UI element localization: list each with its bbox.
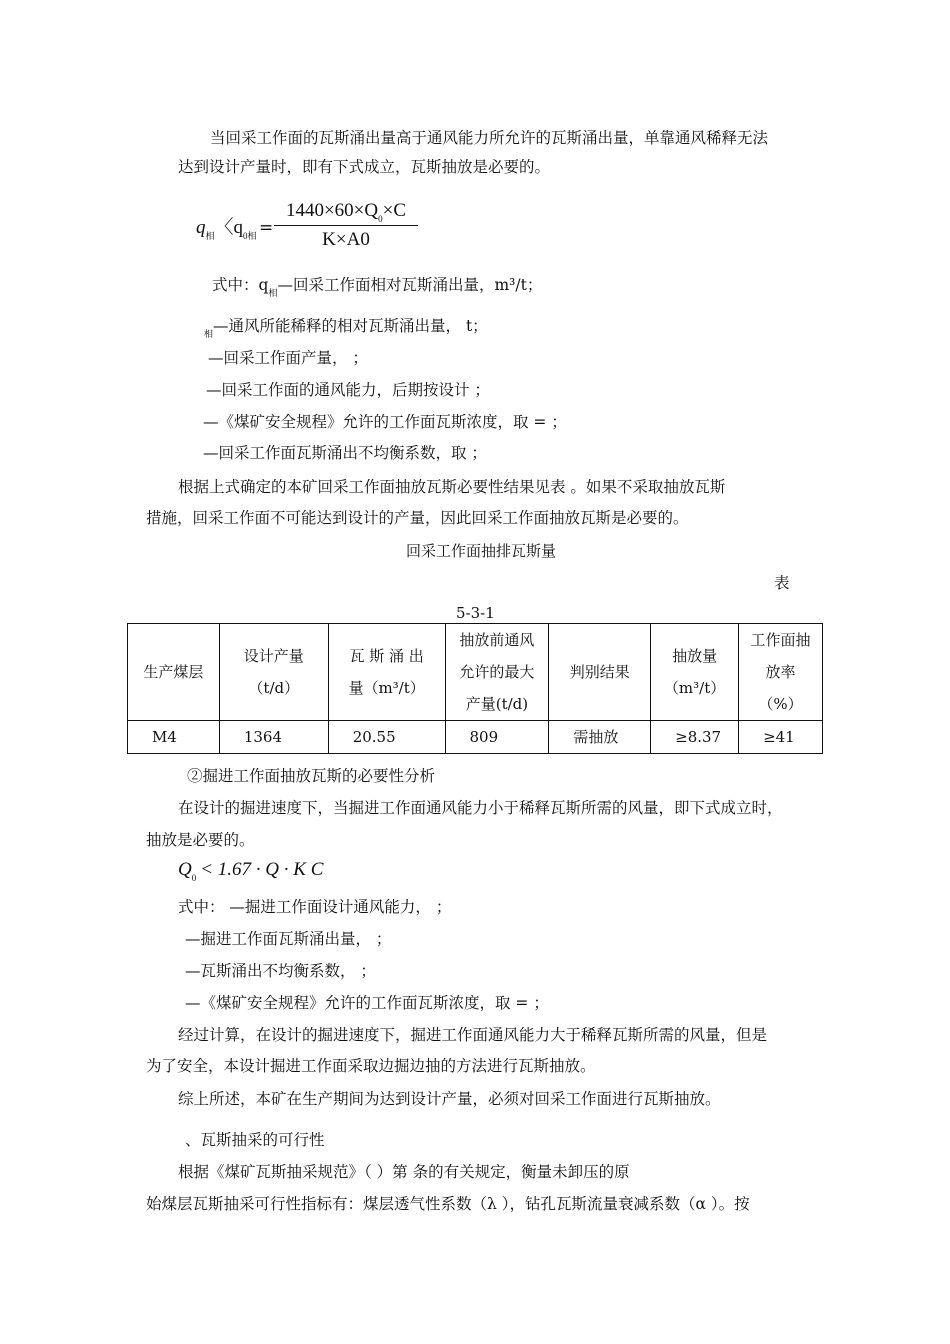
table-number: 5-3-1 — [456, 604, 495, 622]
table-row — [128, 721, 823, 754]
table-cell: 需抽放 — [549, 721, 651, 754]
table-header-cell: 抽放量 （m³/t） — [651, 624, 739, 721]
def2-item: 式中： —掘进工作面设计通风能力， ； — [178, 898, 452, 916]
table-header-cell: 设计产量 （t/d） — [219, 624, 328, 721]
table-header-cell: 生产煤层 — [128, 624, 220, 721]
para3-line2: 为了安全，本设计掘进工作面采取边掘边抽的方法进行瓦斯抽放。 — [146, 1057, 596, 1075]
table-header-cell: 工作面抽 放率 （%） — [739, 624, 823, 721]
section3-heading: 、瓦斯抽采的可行性 — [185, 1131, 325, 1149]
table-cell: 809 — [445, 721, 549, 754]
formula2: $Q_0 < 1.67 \cdot Q \cdot K$ C — [178, 859, 324, 883]
table-cell: 20.55 — [328, 721, 445, 754]
section2-heading: ②掘进工作面抽放瓦斯的必要性分析 — [187, 767, 436, 785]
section2-line2: 抽放是必要的。 — [146, 831, 255, 849]
def1-item: $_相$—通风所能稀释的相对瓦斯涌出量， t； — [204, 317, 488, 340]
formula1-equals: = — [259, 218, 274, 238]
def2-item: —瓦斯涌出不均衡系数， ； — [185, 962, 376, 980]
para1-line1: 当回采工作面的瓦斯涌出量高于通风能力所允许的瓦斯涌出量，单靠通风稀释无法 — [210, 129, 769, 147]
def1-item: —回采工作面产量， ； — [208, 349, 368, 367]
def1-item: —《煤矿安全规程》允许的工作面瓦斯浓度，取 = ； — [203, 413, 567, 431]
def2-item: —掘进工作面瓦斯涌出量， ； — [185, 930, 392, 948]
table-title: 回采工作面抽排瓦斯量 — [406, 542, 557, 560]
def2-item: —《煤矿安全规程》允许的工作面瓦斯浓度，取 = ； — [185, 994, 549, 1012]
section3-line2: 始煤层瓦斯抽采可行性指标有：煤层透气性系数（λ ），钻孔瓦斯流量衰减系数（α ）。按 — [146, 1195, 750, 1213]
para3-line1: 经过计算，在设计的掘进速度下，掘进工作面通风能力大于稀释瓦斯所需的风量，但是 — [178, 1026, 768, 1044]
def1-item: 式中：$q_相—$回采工作面相对瓦斯涌出量，m³/t； — [212, 276, 543, 299]
table-cell: 1364 — [219, 721, 328, 754]
formula1-lhs: $q_相$〈$q_{0相}$ — [196, 217, 257, 241]
para2-line2: 措施，回采工作面不可能达到设计的产量，因此回采工作面抽放瓦斯是必要的。 — [146, 509, 689, 527]
para1-line2: 达到设计产量时，即有下式成立，瓦斯抽放是必要的。 — [178, 158, 551, 176]
table-header-cell: 抽放前通风 允许的最大 产量(t/d) — [445, 624, 549, 721]
section2-line1: 在设计的掘进速度下，当掘进工作面通风能力小于稀释瓦斯所需的风量，即下式成立时， — [178, 799, 783, 817]
def1-item: —回采工作面瓦斯涌出不均衡系数，取 ； — [203, 444, 487, 462]
data-table — [127, 623, 823, 754]
section3-line1: 根据《煤矿瓦斯抽采规范》（ ）第 条的有关规定，衡量未卸压的原 — [178, 1163, 630, 1181]
table-cell: M4 — [128, 721, 220, 754]
table-cell: ≥8.37 — [651, 721, 739, 754]
para2-line1: 根据上式确定的本矿回采工作面抽放瓦斯必要性结果见表 。如果不采取抽放瓦斯 — [178, 478, 726, 496]
table-header-cell: 瓦 斯 涌 出 量（m³/t） — [328, 624, 445, 721]
formula1-fraction: $1440\times 60\times Q_0\times C$ K×A0 — [270, 198, 422, 252]
para4: 综上所述，本矿在生产期间为达到设计产量，必须对回采工作面进行瓦斯抽放。 — [178, 1090, 721, 1108]
def1-item: —回采工作面的通风能力，后期按设计 ； — [206, 381, 490, 399]
table-header-row — [128, 624, 823, 721]
table-cell: ≥41 — [739, 721, 823, 754]
table-header-cell: 判别结果 — [549, 624, 651, 721]
table-label: 表 — [774, 574, 790, 592]
